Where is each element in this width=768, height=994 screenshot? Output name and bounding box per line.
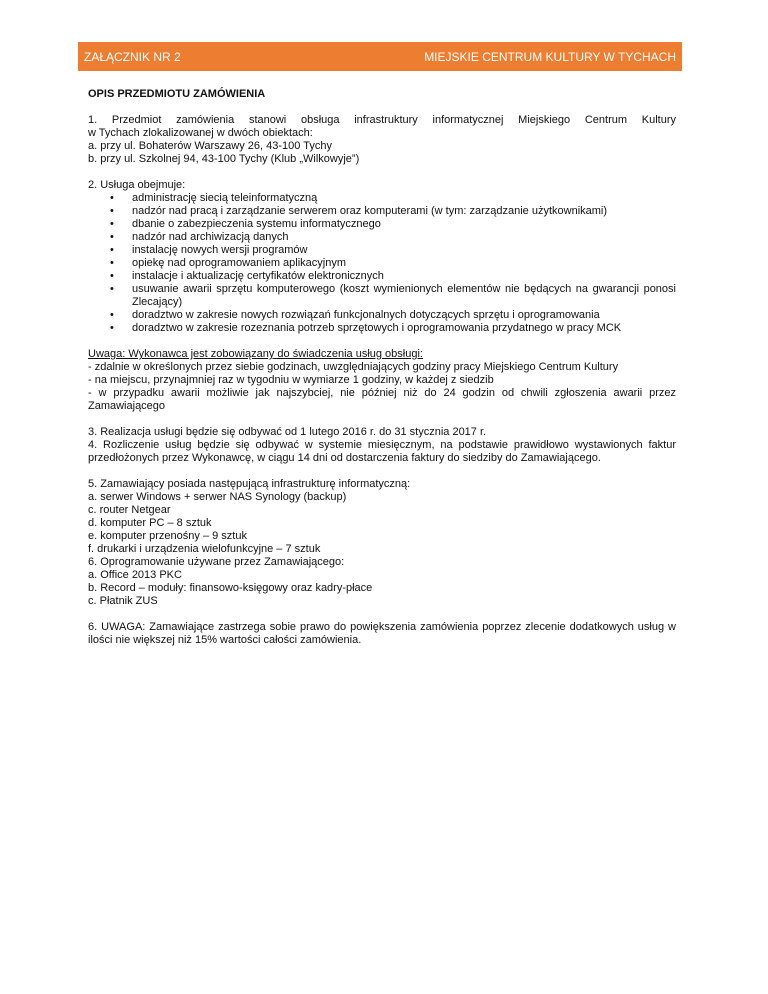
infrastructure-item: f. drukarki i urządzenia wielofunkcyjne – 7 sztuk (88, 543, 321, 555)
section-1-line-2: w Tychach zlokalizowanej w dwóch obiektach: (88, 127, 313, 139)
infrastructure-item: a. serwer Windows + serwer NAS Synology (backup) (88, 491, 347, 503)
bullet-icon: • (110, 192, 114, 204)
infrastructure-item: c. router Netgear (88, 504, 171, 516)
list-item: • doradztwo w zakresie nowych rozwiązań funkcjonalnych dotyczących sprzętu i oprogramowania (110, 309, 600, 321)
list-item: • usuwanie awarii sprzętu komputerowego (koszt wymienionych elementów nie będących na gwarancji ponosi Zlecający) (110, 283, 676, 308)
services-list (88, 192, 676, 335)
software-item: c. Płatnik ZUS (88, 595, 158, 607)
bullet-icon: • (110, 244, 114, 256)
bullet-icon: • (110, 283, 114, 295)
infrastructure-item: e. komputer przenośny – 9 sztuk (88, 530, 247, 542)
section-5-intro: 5. Zamawiający posiada następującą infrastrukturę informatyczną: (88, 478, 411, 490)
section-2-intro: 2. Usługa obejmuje: (88, 179, 186, 191)
header-attachment-label: ZAŁĄCZNIK NR 2 (84, 49, 181, 64)
section-1-address-a: a. przy ul. Bohaterów Warszawy 26, 43-100 Tychy (88, 140, 332, 152)
section-6-intro: 6. Oprogramowanie używane przez Zamawiającego: (88, 556, 345, 568)
software-item: b. Record – moduły: finansowo-księgowy oraz kadry-płace (88, 582, 373, 594)
list-item: • instalacje i aktualizację certyfikatów elektronicznych (110, 270, 384, 282)
header-institution-name: MIEJSKIE CENTRUM KULTURY W TYCHACH (424, 49, 676, 64)
bullet-icon: • (110, 231, 114, 243)
notice-item: - na miejscu, przynajmniej raz w tygodniu w wymiarze 1 godziny, w każdej z siedzib (88, 374, 494, 386)
document-body (88, 88, 676, 647)
notice-item: - w przypadku awarii możliwie jak najszybciej, nie później niż do 24 godzin od chwili zgłoszenia awarii przez Zamawiającego (88, 387, 676, 412)
notice-heading: Uwaga: Wykonawca jest zobowiązany do świadczenia usług obsługi: (88, 348, 423, 360)
list-item: • administrację siecią teleinformatyczną (110, 192, 318, 204)
page-header (78, 42, 682, 71)
bullet-icon: • (110, 270, 114, 282)
section-1-address-b: b. przy ul. Szkolnej 94, 43-100 Tychy (Klub „Wilkowyje”) (88, 153, 360, 165)
list-item: • opiekę nad oprogramowaniem aplikacyjnym (110, 257, 347, 269)
list-item: • nadzór nad pracą i zarządzanie serwerem oraz komputerami (w tym: zarządzanie użytkownikami) (110, 205, 608, 217)
bullet-icon: • (110, 322, 114, 334)
list-item: • instalację nowych wersji programów (110, 244, 308, 256)
bullet-icon: • (110, 257, 114, 269)
section-3-schedule: 3. Realizacja usługi będzie się odbywać od 1 lutego 2016 r. do 31 stycznia 2017 r. (88, 426, 487, 438)
section-6-notice: 6. UWAGA: Zamawiające zastrzega sobie prawo do powiększenia zamówienia poprzez zlecenie dodatkowych usług w ilości nie większej niż 15% wartości całości zamówienia. (88, 621, 676, 646)
notice-item: - zdalnie w określonych przez siebie godzinach, uwzględniających godziny pracy Miejskiego Centrum Kultury (88, 361, 619, 373)
bullet-icon: • (110, 218, 114, 230)
list-item: • doradztwo w zakresie rozeznania potrzeb sprzętowych i oprogramowania przydatnego w pracy MCK (110, 322, 622, 334)
list-item: • nadzór nad archiwizacją danych (110, 231, 289, 243)
software-item: a. Office 2013 PKC (88, 569, 182, 581)
section-1-line-1: 1. Przedmiot zamówienia stanowi obsługa infrastruktury informatycznej Miejskiego Centrum Kultury (88, 114, 676, 126)
bullet-icon: • (110, 309, 114, 321)
bullet-icon: • (110, 205, 114, 217)
list-item: • dbanie o zabezpieczenia systemu informatycznego (110, 218, 381, 230)
infrastructure-item: d. komputer PC – 8 sztuk (88, 517, 212, 529)
document-title: OPIS PRZEDMIOTU ZAMÓWIENIA (88, 88, 266, 100)
section-4-settlement: 4. Rozliczenie usług będzie się odbywać w systemie miesięcznym, na podstawie prawidłowo wystawionych faktur przedłożonych przez Wykonawcę, w ciągu 14 dni od dostarczenia faktury do siedziby do Zamawiającego. (88, 439, 676, 464)
